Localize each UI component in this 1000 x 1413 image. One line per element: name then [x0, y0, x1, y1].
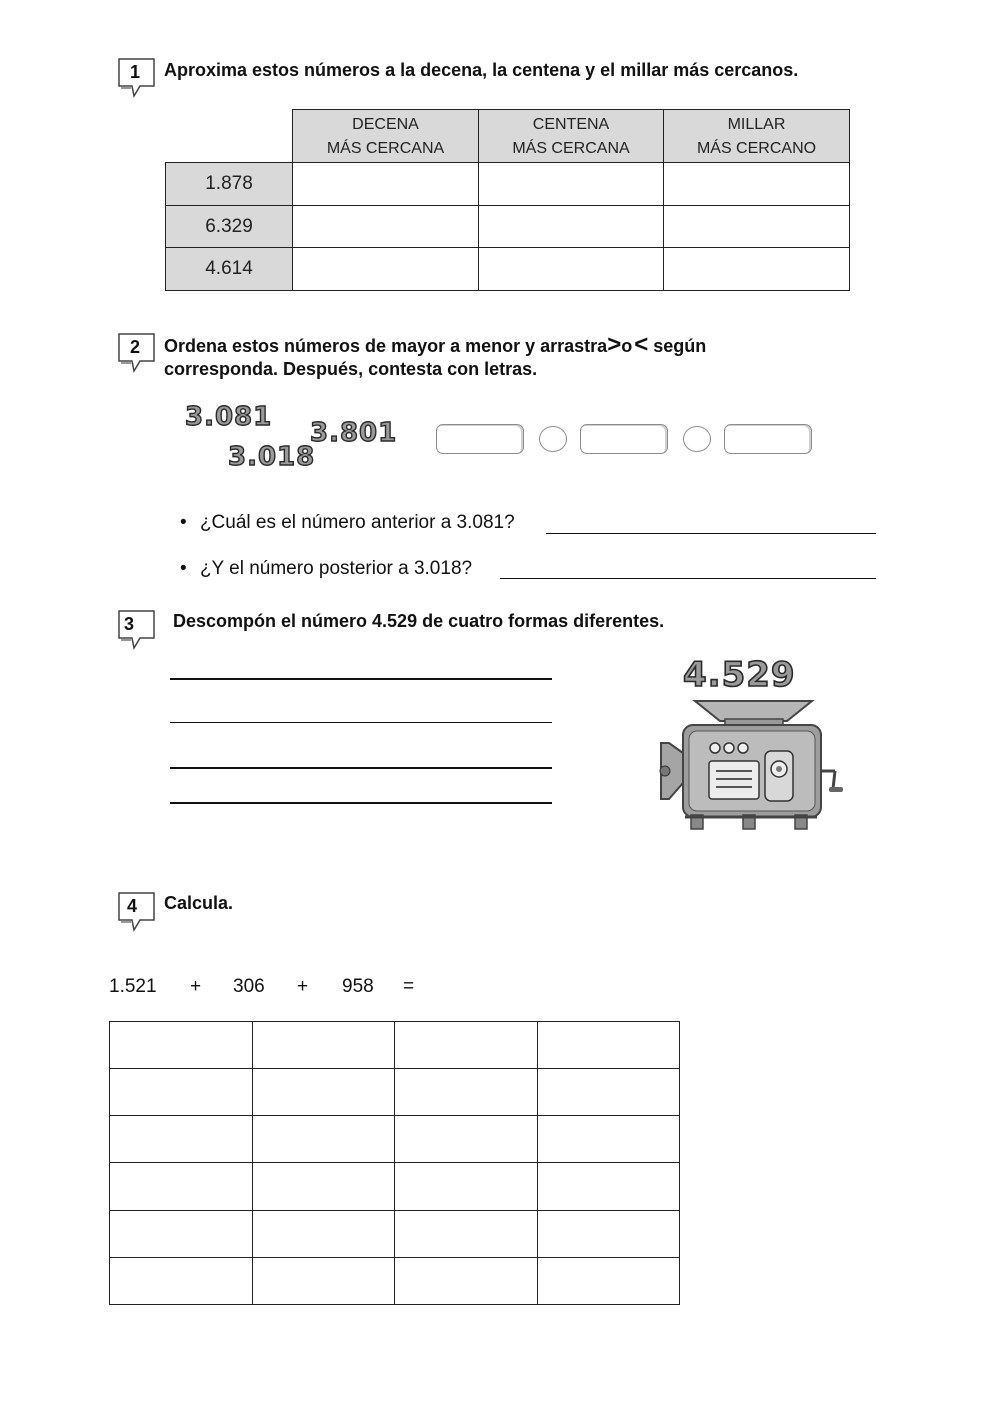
- grid-cell[interactable]: [110, 1022, 253, 1069]
- less-than-symbol[interactable]: <: [634, 331, 649, 358]
- greater-than-symbol[interactable]: >: [607, 331, 622, 358]
- grid-cell[interactable]: [252, 1257, 395, 1304]
- column-header-centena: [478, 109, 664, 163]
- question-text: ¿Y el número posterior a 3.018?: [199, 558, 473, 579]
- grid-cell[interactable]: [537, 1257, 680, 1304]
- instruction-line-2: corresponda. Después, contesta con letras.: [164, 359, 538, 379]
- instruction-text: Ordena estos números de mayor a menor y arrastra: [164, 336, 608, 356]
- answer-cell[interactable]: [292, 162, 479, 206]
- symbol-drop-circle[interactable]: [683, 426, 711, 452]
- question-2: [180, 557, 472, 581]
- column-header-line: MÁS CERCANA: [512, 140, 630, 157]
- grid-row: [110, 1210, 680, 1257]
- grid-cell[interactable]: [110, 1257, 253, 1304]
- instruction-line-1: [164, 333, 924, 358]
- answer-cell[interactable]: [478, 162, 664, 206]
- column-header-line: MILLAR: [727, 116, 786, 133]
- addend: 1.521: [109, 976, 157, 997]
- grinder-machine-icon: [655, 655, 850, 835]
- grid-cell[interactable]: [252, 1022, 395, 1069]
- symbol-drop-circle[interactable]: [539, 426, 567, 452]
- answer-cell[interactable]: [292, 205, 479, 248]
- column-header-line: MÁS CERCANO: [696, 140, 817, 157]
- plus-sign: +: [297, 976, 309, 997]
- answer-cell[interactable]: [292, 247, 479, 291]
- or-word: o: [621, 336, 633, 356]
- row-number: 4.614: [165, 247, 293, 291]
- exercise-3-badge: [118, 610, 152, 638]
- draggable-number[interactable]: 3.018: [228, 442, 316, 472]
- number-drop-slot[interactable]: [724, 424, 812, 454]
- writing-line[interactable]: [170, 722, 552, 723]
- grid-cell[interactable]: [395, 1163, 538, 1210]
- plus-sign: +: [190, 976, 202, 997]
- grid-cell[interactable]: [537, 1069, 680, 1116]
- exercise-4-instruction: Calcula.: [164, 893, 234, 913]
- exercise-1-instruction: Aproxima estos números a la decena, la centena y el millar más cercanos.: [164, 60, 799, 80]
- draggable-number[interactable]: 3.081: [185, 402, 273, 432]
- grid-cell[interactable]: [395, 1210, 538, 1257]
- grid-cell[interactable]: [537, 1210, 680, 1257]
- calculation-grid: [109, 1021, 680, 1305]
- bullet: •: [180, 512, 187, 533]
- row-number: 1.878: [165, 162, 293, 206]
- writing-line[interactable]: [170, 678, 552, 680]
- grid-cell[interactable]: [537, 1022, 680, 1069]
- answer-line[interactable]: [500, 578, 876, 579]
- grid-row: [110, 1257, 680, 1304]
- addend: 306: [233, 976, 265, 997]
- grid-cell[interactable]: [395, 1069, 538, 1116]
- writing-line[interactable]: [170, 802, 552, 804]
- grid-cell[interactable]: [110, 1116, 253, 1163]
- exercise-1-number: 1: [129, 62, 140, 82]
- draggable-number[interactable]: 3.801: [310, 418, 398, 448]
- question-1: [180, 511, 515, 535]
- answer-cell[interactable]: [663, 205, 850, 248]
- machine-number: 4.529: [683, 655, 796, 695]
- exercise-2-number: 2: [129, 337, 140, 357]
- grid-row: [110, 1022, 680, 1069]
- grid-cell[interactable]: [252, 1210, 395, 1257]
- number-machine-illustration: [655, 655, 850, 835]
- grid-cell[interactable]: [537, 1163, 680, 1210]
- addend: 958: [342, 976, 374, 997]
- answer-cell[interactable]: [478, 205, 664, 248]
- equals-sign: =: [403, 976, 415, 997]
- answer-cell[interactable]: [478, 247, 664, 291]
- row-number: 6.329: [165, 205, 293, 248]
- grid-cell[interactable]: [395, 1022, 538, 1069]
- exercise-2-badge: [118, 333, 152, 361]
- answer-cell[interactable]: [663, 162, 850, 206]
- grid-cell[interactable]: [110, 1069, 253, 1116]
- writing-line[interactable]: [170, 767, 552, 769]
- column-header-line: MÁS CERCANA: [326, 140, 445, 157]
- grid-cell[interactable]: [252, 1163, 395, 1210]
- grid-row: [110, 1116, 680, 1163]
- grid-cell[interactable]: [110, 1210, 253, 1257]
- grid-cell[interactable]: [252, 1069, 395, 1116]
- number-drop-slot[interactable]: [580, 424, 668, 454]
- grid-cell[interactable]: [395, 1116, 538, 1163]
- grid-row: [110, 1163, 680, 1210]
- number-drop-slot[interactable]: [436, 424, 524, 454]
- exercise-1-badge: [118, 58, 152, 86]
- exercise-3-number: 3: [123, 614, 134, 634]
- column-header-millar: [663, 109, 850, 163]
- exercise-4-badge: [118, 892, 152, 920]
- exercise-4-number: 4: [126, 896, 137, 916]
- instruction-text: según: [653, 336, 707, 356]
- column-header-line: CENTENA: [532, 116, 610, 133]
- column-header-line: DECENA: [352, 116, 419, 133]
- grid-cell[interactable]: [395, 1257, 538, 1304]
- grid-cell[interactable]: [252, 1116, 395, 1163]
- grid-cell[interactable]: [110, 1163, 253, 1210]
- grid-row: [110, 1069, 680, 1116]
- answer-cell[interactable]: [663, 247, 850, 291]
- exercise-2-instruction: [164, 333, 924, 381]
- question-text: ¿Cuál es el número anterior a 3.081?: [199, 512, 515, 533]
- grid-cell[interactable]: [537, 1116, 680, 1163]
- exercise-3-instruction: Descompón el número 4.529 de cuatro formas diferentes.: [173, 611, 665, 631]
- answer-line[interactable]: [546, 533, 876, 534]
- column-header-decena: [292, 109, 479, 163]
- bullet: •: [180, 558, 187, 579]
